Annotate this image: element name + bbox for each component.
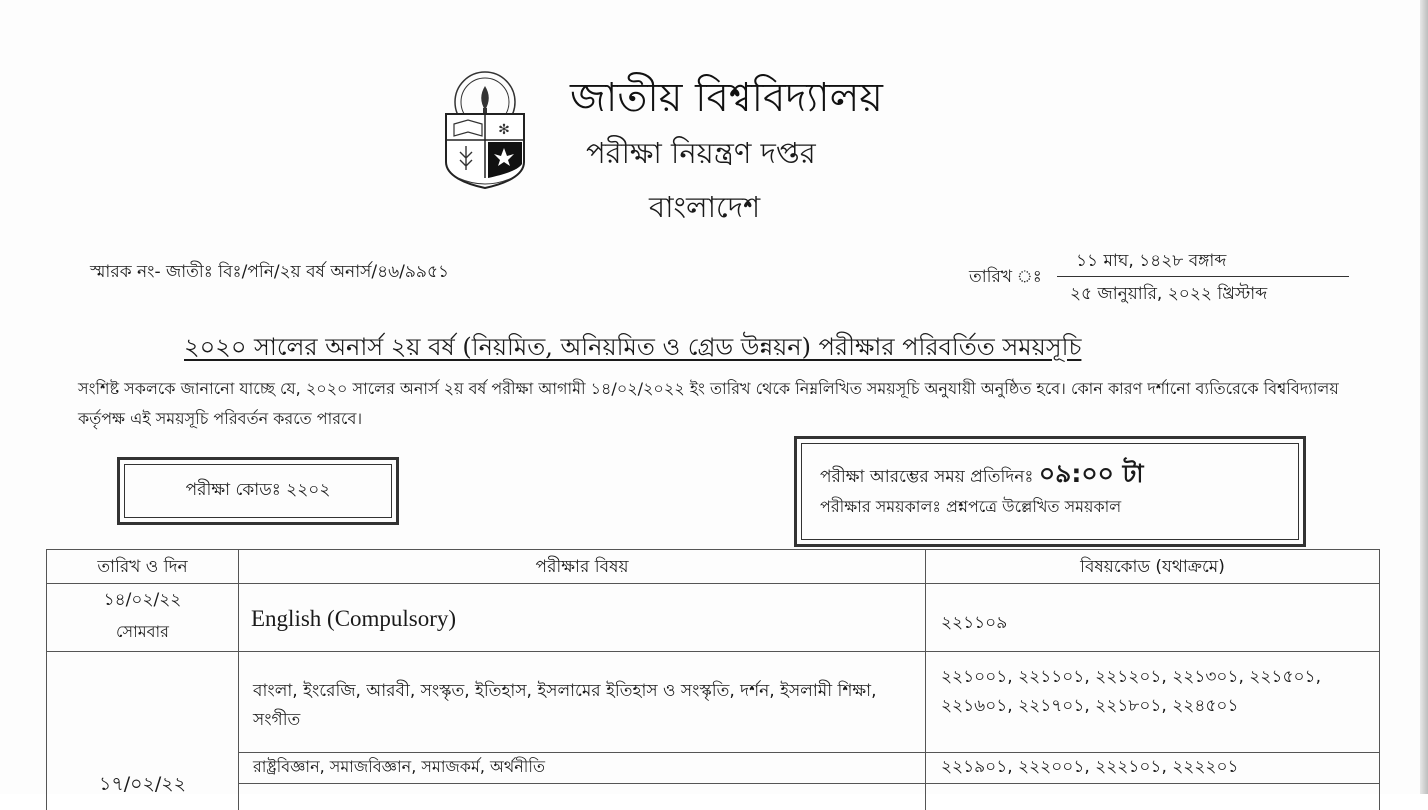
- header-date-day: তারিখ ও দিন: [97, 557, 188, 577]
- date-english: ২৫ জানুয়ারি, ২০২২ খ্রিস্টাব্দ: [1070, 284, 1268, 304]
- start-time-value: ০৯:০০ টা: [1038, 459, 1144, 488]
- scan-page-edge: [1420, 0, 1428, 794]
- row1-subject: English (Compulsory): [251, 606, 457, 631]
- university-seal-logo: [440, 66, 530, 190]
- start-time-line: [820, 456, 1298, 492]
- country-name: বাংলাদেশ: [649, 190, 761, 224]
- exam-code-box: [117, 457, 399, 525]
- schedule-table: [46, 549, 1380, 810]
- notice-heading: ২০২০ সালের অনার্স ২য় বর্ষ (নিয়মিত, অনিয়মিত ও গ্রেড উন্নয়ন) পরীক্ষার পরিবর্তিত সময়সূচি: [184, 333, 1082, 361]
- start-time-label: পরীক্ষা আরম্ভের সময় প্রতিদিনঃ: [820, 467, 1034, 487]
- university-name: জাতীয় বিশ্ববিদ্যালয়: [570, 75, 883, 121]
- row1-date: ১৪/০২/২২: [103, 590, 182, 610]
- svg-text:✻: ✻: [498, 122, 510, 138]
- office-name: পরীক্ষা নিয়ন্ত্রণ দপ্তর: [586, 136, 816, 170]
- exam-duration: পরীক্ষার সময়কালঃ প্রশ্নপত্রে উল্লেখিত সময়কাল: [820, 497, 1122, 516]
- row1-codes: ২২১১০৯: [941, 613, 1008, 633]
- date-label: তারিখ ঃ: [969, 267, 1042, 287]
- row2-date: ১৭/০২/২২: [99, 773, 186, 795]
- row3-subject: রাষ্ট্রবিজ্ঞান, সমাজবিজ্ঞান, সমাজকর্ম, অর্থনীতি: [253, 757, 545, 776]
- row3-codes: ২২১৯০১, ২২২০০১, ২২২১০১, ২২২২০১: [941, 757, 1239, 777]
- date-divider: [1057, 276, 1349, 277]
- exam-code-label: পরীক্ষা কোডঃ ২২০২: [124, 464, 392, 518]
- row1-day: সোমবার: [116, 622, 169, 641]
- notice-intro: সংশিষ্ট সকলকে জানানো যাচ্ছে যে, ২০২০ সালের অনার্স ২য় বর্ষ পরীক্ষা আগামী ১৪/০২/২০২২ ইং তারিখ থেকে নিম্নলিখিত সময়সূচি অনুযায়ী অনুষ্ঠিত হবে। কোন কারণ দর্শানো ব্যতিরেকে বিশ্ববিদ্যালয় কর্তৃপক্ষ এই সময়সূচি পরিবর্তন করতে পারবে।: [78, 379, 1339, 428]
- header-subject-code: বিষয়কোড (যথাক্রমে): [1080, 557, 1225, 577]
- memo-reference: স্মারক নং- জাতীঃ বিঃ/পনি/২য় বর্ষ অনার্স/৪৬/৯৯৫১: [90, 262, 450, 282]
- row2-subject: বাংলা, ইংরেজি, আরবী, সংস্কৃত, ইতিহাস, ইসলামের ইতিহাস ও সংস্কৃতি, দর্শন, ইসলামী শিক্ষা, সংগীত: [253, 681, 877, 730]
- header-subject: পরীক্ষার বিষয়: [535, 557, 629, 577]
- row2-codes: ২২১০০১, ২২১১০১, ২২১২০১, ২২১৩০১, ২২১৫০১, ২২১৬০১, ২২১৭০১, ২২১৮০১, ২২৪৫০১: [941, 667, 1321, 716]
- date-bangla: ১১ মাঘ, ১৪২৮ বঙ্গাব্দ: [1076, 251, 1227, 271]
- exam-time-box: [794, 436, 1306, 547]
